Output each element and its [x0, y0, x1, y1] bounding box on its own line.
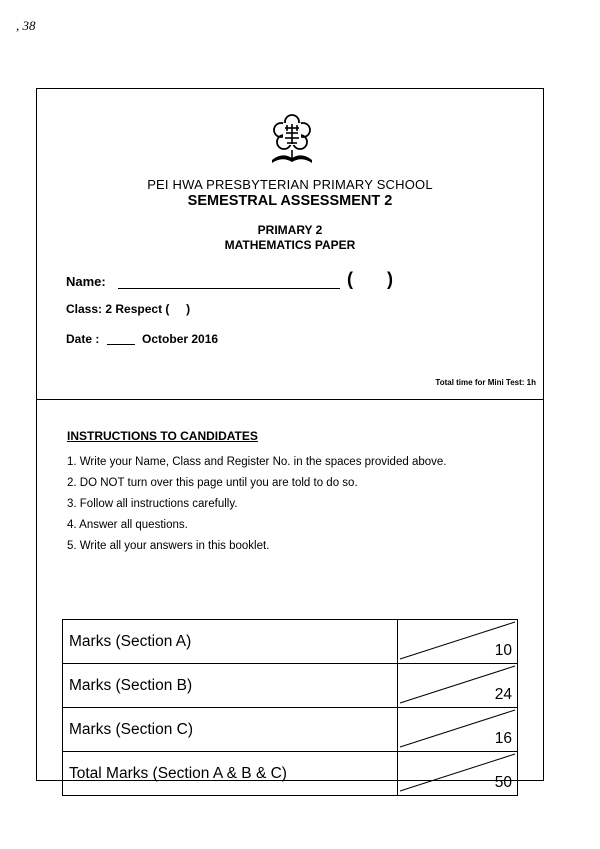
instructions-list	[67, 452, 507, 557]
date-value: October 2016	[142, 332, 219, 346]
table-row	[63, 664, 518, 708]
class-value: 2 Respect ( )	[105, 302, 191, 316]
date-row	[66, 332, 218, 346]
instruction-item: 3. Follow all instructions carefully.	[67, 498, 238, 510]
marks-label: Marks (Section C)	[63, 708, 398, 752]
register-paren-close: )	[387, 269, 393, 289]
instruction-item: 4. Answer all questions.	[67, 519, 188, 531]
total-time: Total time for Mini Test: 1h	[435, 378, 536, 387]
table-row	[63, 708, 518, 752]
marks-label: Total Marks (Section A & B & C)	[63, 752, 398, 796]
date-label: Date :	[66, 332, 100, 346]
page-number-mark: , 38	[16, 18, 36, 33]
class-label: Class:	[66, 302, 103, 316]
section-divider	[37, 399, 543, 400]
class-row	[66, 302, 190, 316]
table-row	[63, 620, 518, 664]
marks-label: Marks (Section A)	[63, 620, 398, 664]
marks-label: Marks (Section B)	[63, 664, 398, 708]
marks-max: 10	[494, 642, 512, 659]
assessment-title: SEMESTRAL ASSESSMENT 2	[187, 193, 393, 209]
marks-score-cell[interactable]	[398, 620, 518, 664]
instructions-title: INSTRUCTIONS TO CANDIDATES	[67, 429, 258, 443]
name-label: Name:	[66, 274, 106, 289]
instruction-item: 1. Write your Name, Class and Register No. in the spaces provided above.	[67, 456, 447, 468]
marks-max: 50	[494, 774, 512, 791]
level-title: PRIMARY 2	[257, 223, 323, 237]
marks-score-cell[interactable]	[398, 664, 518, 708]
school-name: PEI HWA PRESBYTERIAN PRIMARY SCHOOL	[147, 177, 433, 192]
marks-table	[62, 619, 518, 796]
marks-score-cell[interactable]	[398, 752, 518, 796]
table-row	[63, 752, 518, 796]
register-paren-open: (	[347, 269, 353, 289]
cover-frame	[36, 88, 544, 791]
name-blank[interactable]	[118, 288, 340, 289]
marks-max: 24	[494, 686, 512, 703]
instruction-item: 5. Write all your answers in this booklet.	[67, 540, 270, 552]
paper-title: MATHEMATICS PAPER	[224, 238, 356, 252]
instruction-item: 2. DO NOT turn over this page until you are told to do so.	[67, 477, 358, 489]
school-crest-icon	[268, 114, 316, 170]
marks-max: 16	[494, 730, 512, 747]
date-blank[interactable]	[107, 344, 135, 345]
marks-score-cell[interactable]	[398, 708, 518, 752]
